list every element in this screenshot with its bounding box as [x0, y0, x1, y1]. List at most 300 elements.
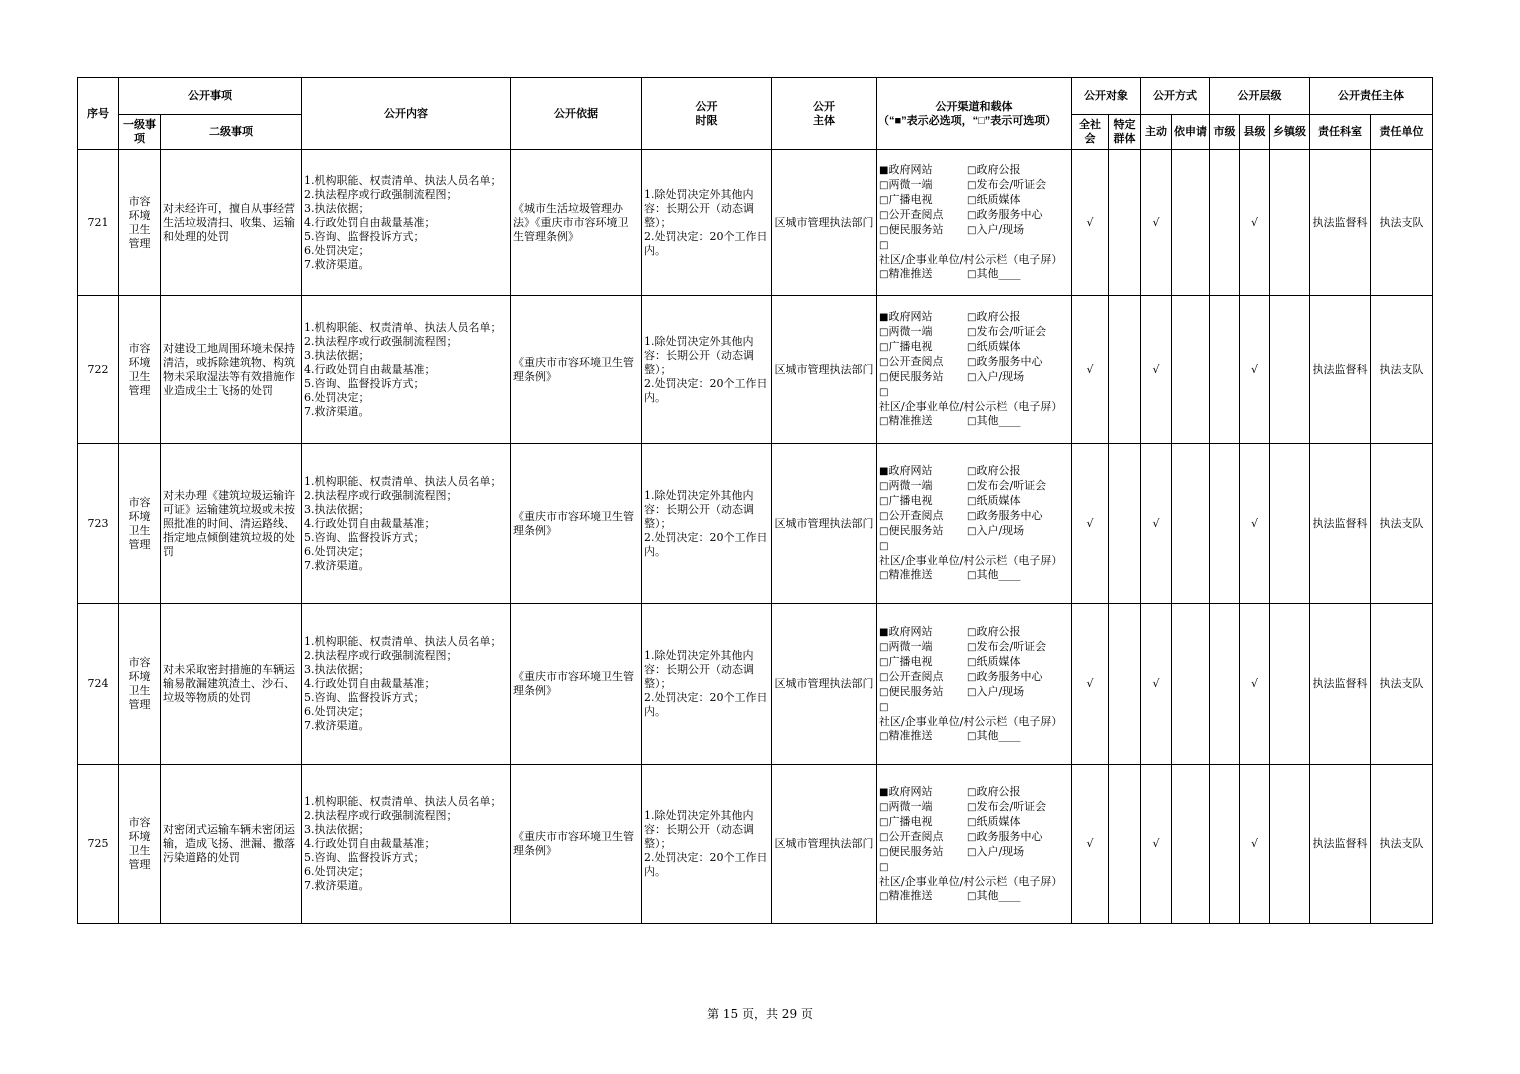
- checkbox-icon: □: [967, 180, 977, 191]
- responsible-dept: 执法监督科: [1312, 516, 1368, 530]
- channel-label: 两微一端: [888, 639, 933, 653]
- channel-option: [879, 539, 1069, 568]
- serial-no-cell: [78, 765, 119, 924]
- header-channels-title: 公开渠道和载体: [935, 100, 1013, 113]
- channel-label: 政府公报: [976, 163, 1021, 176]
- time-limit-cell: [642, 296, 772, 444]
- level-town-cell: [1270, 296, 1310, 444]
- channel-label: 公开查阅点: [888, 208, 944, 221]
- header-level-town-label: 乡镇级: [1273, 126, 1307, 138]
- header-responsible-dept-label: 责任科室: [1318, 126, 1363, 138]
- content-item: 5.咨询、监督投诉方式；: [304, 851, 425, 864]
- level-city-cell: [1210, 444, 1240, 604]
- checkbox-icon: □: [967, 210, 977, 221]
- time-limit-item: 2.处罚决定：20个工作日内。: [644, 691, 768, 718]
- channel-label: 其他____: [976, 568, 1021, 581]
- header-content-label: 公开内容: [384, 107, 428, 120]
- content-item: 2.执法程序或行政强制流程图；: [304, 334, 458, 348]
- channel-option: [967, 370, 1069, 385]
- serial-no-cell: [78, 444, 119, 604]
- item-cell: [161, 765, 302, 924]
- checkbox-icon: □: [879, 387, 889, 398]
- channel-label: 便民服务站: [888, 684, 944, 698]
- audience-all-cell: [1072, 296, 1109, 444]
- disclosure-table: [77, 77, 1433, 924]
- channel-option: [967, 414, 1069, 429]
- checkbox-icon: □: [879, 240, 889, 251]
- responsible-dept-cell: [1310, 296, 1371, 444]
- channel-list: [879, 785, 1069, 904]
- channel-option: [879, 325, 967, 340]
- content-cell: [302, 604, 511, 765]
- channel-label: 公开查阅点: [888, 829, 944, 843]
- channel-option: [879, 700, 1069, 729]
- channel-option: [879, 223, 967, 238]
- content-cell: [302, 296, 511, 444]
- basis-cell: [511, 604, 642, 765]
- channel-label: 便民服务站: [888, 223, 944, 236]
- item-label: 对未经许可，擅自从事经营生活垃圾清扫、收集、运输和处理的处罚: [163, 201, 295, 243]
- channel-option: [967, 325, 1069, 340]
- checkbox-icon: □: [967, 801, 977, 813]
- header-time-limit: [642, 78, 772, 150]
- channel-option: [967, 655, 1069, 670]
- channel-label: 两微一端: [888, 325, 933, 338]
- channel-option: [879, 625, 967, 640]
- channel-option: [967, 208, 1069, 223]
- channel-label: 政府网站: [888, 464, 933, 477]
- channel-label: 政务服务中心: [976, 208, 1043, 221]
- audience-all-mark: √: [1086, 677, 1094, 690]
- checkbox-icon: □: [879, 511, 889, 522]
- channel-option: [967, 178, 1069, 193]
- level-county-cell: [1240, 150, 1270, 296]
- channel-label: 政务服务中心: [976, 669, 1043, 683]
- responsible-dept-cell: [1310, 604, 1371, 765]
- header-method-active: [1141, 115, 1172, 150]
- category-cell: [119, 604, 161, 765]
- channel-option: [967, 267, 1069, 282]
- subject-cell: [772, 765, 877, 924]
- header-audience-specific: [1109, 115, 1141, 150]
- channel-label: 发布会/听证会: [976, 178, 1047, 191]
- channel-label: 便民服务站: [888, 370, 944, 383]
- channel-option: [879, 800, 967, 815]
- checkbox-icon: □: [879, 861, 889, 873]
- time-limit-item: 1.除处罚决定外其他内容：长期公开（动态调整）；: [644, 649, 754, 690]
- channel-label: 精准推送: [888, 267, 933, 280]
- time-limit-item: 2.处罚决定：20个工作日内。: [644, 851, 768, 878]
- checkbox-icon: □: [879, 210, 889, 221]
- header-level-town: [1270, 115, 1310, 150]
- content-item: 6.处罚决定；: [304, 390, 370, 404]
- channel-label: 社区/企事业单位/村公示栏（电子屏）: [879, 714, 1063, 728]
- category-cell: [119, 296, 161, 444]
- item-label: 对密闭式运输车辆未密闭运输，造成飞扬、泄漏、撒落污染道路的处罚: [163, 823, 295, 864]
- header-level-county: [1240, 115, 1270, 150]
- content-item: 4.行政处罚自由裁量基准；: [304, 362, 436, 376]
- checkbox-icon: □: [879, 686, 889, 698]
- audience-all-mark: √: [1086, 215, 1094, 229]
- checkbox-icon: □: [879, 846, 889, 858]
- category-cell: [119, 444, 161, 604]
- checkbox-icon: □: [967, 686, 977, 698]
- category-label: 市容环境卫生管理: [128, 495, 151, 551]
- channel-option: [879, 670, 967, 685]
- channel-label: 政务服务中心: [976, 829, 1043, 843]
- channel-option: [967, 625, 1069, 640]
- channel-label: 发布会/听证会: [976, 639, 1047, 653]
- channel-option: [967, 355, 1069, 370]
- header-responsible-dept: [1310, 115, 1371, 150]
- checkbox-icon: □: [967, 511, 977, 522]
- channel-label: 纸质媒体: [976, 340, 1021, 353]
- level-city-cell: [1210, 765, 1240, 924]
- content-item: 1.机构职能、权责清单、执法人员名单；: [304, 635, 502, 648]
- checkbox-icon: □: [879, 269, 889, 280]
- checkbox-icon: □: [967, 626, 977, 638]
- channel-list: [879, 625, 1069, 744]
- category-cell: [119, 765, 161, 924]
- basis-cell: [511, 296, 642, 444]
- channel-label: 其他____: [976, 267, 1021, 280]
- content-item: 2.执法程序或行政强制流程图；: [304, 187, 458, 201]
- audience-all-cell: [1072, 765, 1109, 924]
- channel-label: 广播电视: [888, 814, 933, 828]
- audience-specific-cell: [1109, 765, 1141, 924]
- method-active-cell: [1141, 444, 1172, 604]
- checkbox-icon: □: [879, 570, 889, 581]
- channel-option: [879, 267, 967, 282]
- channel-option: [879, 340, 967, 355]
- level-city-cell: [1210, 604, 1240, 765]
- responsible-unit-cell: [1371, 444, 1433, 604]
- serial-no: 724: [87, 677, 109, 690]
- checkbox-icon: ■: [879, 165, 889, 176]
- header-level-county-label: 县级: [1243, 126, 1266, 138]
- header-row-top: [78, 78, 1433, 115]
- checkbox-icon: □: [967, 496, 977, 507]
- channel-option: [879, 310, 967, 325]
- content-item: 6.处罚决定；: [304, 544, 370, 558]
- basis-label: 《重庆市市容环境卫生管理条例》: [513, 509, 634, 537]
- level-county-cell: [1240, 444, 1270, 604]
- channel-option: [879, 509, 967, 524]
- header-method: [1141, 78, 1210, 115]
- responsible-unit: 执法支队: [1379, 677, 1424, 690]
- checkbox-icon: □: [967, 831, 977, 843]
- channel-list: [879, 310, 1069, 429]
- channel-option: [879, 845, 967, 860]
- header-audience-label: 公开对象: [1084, 90, 1128, 102]
- channel-label: 纸质媒体: [976, 654, 1021, 668]
- channel-option: [967, 640, 1069, 655]
- table-row: [78, 150, 1433, 296]
- header-serial-no: [78, 78, 119, 150]
- channel-option: [967, 310, 1069, 325]
- level-county-cell: [1240, 296, 1270, 444]
- channel-option: [879, 238, 1069, 267]
- basis-label: 《重庆市市容环境卫生管理条例》: [513, 355, 634, 383]
- checkbox-icon: □: [879, 526, 889, 537]
- channel-label: 政府公报: [976, 310, 1021, 323]
- checkbox-icon: □: [967, 225, 977, 236]
- subject-label: 区城市管理执法部门: [774, 837, 874, 850]
- channel-option: [967, 524, 1069, 539]
- header-method-active-label: 主动: [1145, 126, 1167, 138]
- header-level-city: [1210, 115, 1240, 150]
- audience-all-mark: √: [1086, 516, 1094, 530]
- audience-specific-cell: [1109, 150, 1141, 296]
- content-item: 3.执法依据；: [304, 663, 370, 676]
- channel-option: [967, 889, 1069, 904]
- channel-label: 政府网站: [888, 784, 933, 798]
- time-limit-cell: [642, 765, 772, 924]
- audience-all-mark: √: [1086, 362, 1094, 376]
- subject-cell: [772, 604, 877, 765]
- method-active-cell: [1141, 296, 1172, 444]
- subject-cell: [772, 296, 877, 444]
- responsible-dept-cell: [1310, 444, 1371, 604]
- checkbox-icon: □: [879, 357, 889, 368]
- checkbox-icon: □: [879, 890, 889, 902]
- channel-label: 纸质媒体: [976, 494, 1021, 507]
- checkbox-icon: □: [967, 890, 977, 902]
- header-responsible: [1310, 78, 1433, 115]
- channel-label: 精准推送: [888, 728, 933, 742]
- channel-option: [967, 223, 1069, 238]
- checkbox-icon: □: [967, 372, 977, 383]
- checkbox-icon: □: [967, 466, 977, 477]
- time-limit-cell: [642, 444, 772, 604]
- channel-option: [879, 815, 967, 830]
- channel-option: [967, 509, 1069, 524]
- content-item: 3.执法依据；: [304, 348, 370, 362]
- serial-no-cell: [78, 604, 119, 765]
- content-item: 1.机构职能、权责清单、执法人员名单；: [304, 474, 502, 488]
- channels-cell: [877, 296, 1072, 444]
- channel-option: [879, 193, 967, 208]
- time-limit-item: 1.除处罚决定外其他内容：长期公开（动态调整）；: [644, 187, 754, 229]
- channel-label: 社区/企事业单位/村公示栏（电子屏）: [879, 554, 1063, 567]
- channel-option: [879, 370, 967, 385]
- channel-option: [967, 163, 1069, 178]
- header-audience-all-label: 全社会: [1078, 119, 1101, 145]
- header-level-label: 公开层级: [1237, 90, 1282, 102]
- channel-option: [879, 568, 967, 583]
- item-cell: [161, 150, 302, 296]
- channel-label: 其他____: [976, 728, 1021, 742]
- content-item: 7.救济渠道。: [304, 404, 370, 418]
- page-footer: 第 15 页，共 29 页: [707, 1007, 813, 1021]
- channel-label: 入户/现场: [976, 684, 1025, 698]
- channel-label: 入户/现场: [976, 370, 1025, 383]
- header-audience: [1072, 78, 1141, 115]
- channel-option: [879, 208, 967, 223]
- channel-label: 发布会/听证会: [976, 479, 1047, 492]
- channel-label: 政府公报: [976, 784, 1021, 798]
- checkbox-icon: □: [967, 312, 977, 323]
- channel-option: [879, 479, 967, 494]
- category-label: 市容环境卫生管理: [128, 816, 151, 871]
- channel-option: [967, 340, 1069, 355]
- checkbox-icon: ■: [879, 312, 889, 323]
- channel-option: [967, 830, 1069, 845]
- checkbox-icon: □: [879, 342, 889, 353]
- checkbox-icon: □: [879, 656, 889, 668]
- responsible-unit-cell: [1371, 765, 1433, 924]
- channel-option: [879, 830, 967, 845]
- level-town-cell: [1270, 150, 1310, 296]
- checkbox-icon: □: [967, 730, 977, 742]
- audience-all-cell: [1072, 444, 1109, 604]
- header-matter: [119, 78, 302, 115]
- channel-label: 广播电视: [888, 654, 933, 668]
- header-responsible-unit: [1371, 115, 1433, 150]
- channels-cell: [877, 150, 1072, 296]
- channel-option: [879, 524, 967, 539]
- channel-option: [967, 464, 1069, 479]
- serial-no-cell: [78, 150, 119, 296]
- content-item: 3.执法依据；: [304, 502, 370, 516]
- checkbox-icon: □: [967, 416, 977, 427]
- content-item: 7.救济渠道。: [304, 558, 370, 572]
- method-active-cell: [1141, 150, 1172, 296]
- level-county-mark: √: [1250, 837, 1258, 850]
- header-subject-label: 公开主体: [812, 100, 835, 127]
- channel-label: 广播电视: [888, 193, 933, 206]
- responsible-dept: 执法监督科: [1312, 215, 1368, 229]
- method-active-mark: √: [1152, 362, 1160, 376]
- channel-label: 社区/企事业单位/村公示栏（电子屏）: [879, 874, 1063, 888]
- header-responsible-unit-label: 责任单位: [1379, 126, 1424, 138]
- method-request-cell: [1172, 444, 1210, 604]
- channel-label: 入户/现场: [976, 524, 1025, 537]
- content-item: 5.咨询、监督投诉方式；: [304, 530, 425, 544]
- channel-list: [879, 464, 1069, 583]
- category-cell: [119, 150, 161, 296]
- time-limit-item: 1.除处罚决定外其他内容：长期公开（动态调整）；: [644, 334, 754, 376]
- method-request-cell: [1172, 296, 1210, 444]
- header-channels: [877, 78, 1072, 150]
- item-cell: [161, 444, 302, 604]
- channel-option: [967, 670, 1069, 685]
- header-level-city-label: 市级: [1213, 126, 1236, 138]
- serial-no: 725: [87, 837, 109, 850]
- channel-label: 广播电视: [888, 340, 933, 353]
- checkbox-icon: □: [967, 526, 977, 537]
- responsible-unit: 执法支队: [1379, 362, 1424, 376]
- checkbox-icon: □: [879, 641, 889, 653]
- checkbox-icon: □: [879, 372, 889, 383]
- method-request-cell: [1172, 765, 1210, 924]
- checkbox-icon: □: [879, 481, 889, 492]
- checkbox-icon: □: [967, 357, 977, 368]
- channel-label: 两微一端: [888, 479, 933, 492]
- level-county-mark: √: [1250, 677, 1258, 690]
- content-item: 4.行政处罚自由裁量基准；: [304, 215, 436, 229]
- level-city-cell: [1210, 296, 1240, 444]
- header-audience-specific-label: 特定群体: [1113, 119, 1136, 145]
- category-label: 市容环境卫生管理: [128, 341, 151, 397]
- level-town-cell: [1270, 765, 1310, 924]
- checkbox-icon: □: [879, 195, 889, 206]
- responsible-dept: 执法监督科: [1312, 837, 1368, 850]
- content-item: 1.机构职能、权责清单、执法人员名单；: [304, 795, 502, 808]
- content-item: 4.行政处罚自由裁量基准；: [304, 516, 436, 530]
- channel-label: 发布会/听证会: [976, 799, 1047, 813]
- level-town-cell: [1270, 444, 1310, 604]
- checkbox-icon: □: [967, 481, 977, 492]
- basis-label: 《重庆市市容环境卫生管理条例》: [513, 830, 634, 857]
- audience-specific-cell: [1109, 444, 1141, 604]
- time-limit-item: 1.除处罚决定外其他内容：长期公开（动态调整）；: [644, 488, 754, 530]
- subject-cell: [772, 150, 877, 296]
- content-item: 5.咨询、监督投诉方式；: [304, 691, 425, 704]
- header-level: [1210, 78, 1310, 115]
- channel-label: 两微一端: [888, 799, 933, 813]
- content-item: 7.救济渠道。: [304, 879, 370, 892]
- channel-option: [967, 845, 1069, 860]
- channel-option: [967, 729, 1069, 744]
- subject-label: 区城市管理执法部门: [774, 215, 874, 229]
- header-subject: [772, 78, 877, 150]
- basis-label: 《重庆市市容环境卫生管理条例》: [513, 670, 634, 697]
- method-active-mark: √: [1152, 837, 1160, 850]
- audience-all-cell: [1072, 604, 1109, 765]
- content-item: 6.处罚决定；: [304, 705, 370, 718]
- level-county-mark: √: [1250, 516, 1258, 530]
- header-basis: [511, 78, 642, 150]
- content-item: 7.救济渠道。: [304, 719, 370, 732]
- header-matter-l2-label: 二级事项: [209, 126, 253, 138]
- channel-label: 公开查阅点: [888, 509, 944, 522]
- responsible-dept: 执法监督科: [1312, 362, 1368, 376]
- channel-label: 政务服务中心: [976, 355, 1043, 368]
- level-county-cell: [1240, 765, 1270, 924]
- header-responsible-label: 公开责任主体: [1338, 90, 1405, 102]
- channel-option: [879, 889, 967, 904]
- level-county-mark: √: [1250, 362, 1258, 376]
- basis-cell: [511, 150, 642, 296]
- channels-cell: [877, 765, 1072, 924]
- item-label: 对建设工地周围环境未保持清洁，或拆除建筑物、构筑物未采取湿法等有效措施作业造成尘土飞扬的处罚: [163, 341, 295, 397]
- table-header: [78, 78, 1433, 150]
- channel-option: [967, 800, 1069, 815]
- audience-specific-cell: [1109, 604, 1141, 765]
- checkbox-icon: □: [967, 327, 977, 338]
- serial-no: 723: [87, 516, 109, 530]
- channel-label: 社区/企事业单位/村公示栏（电子屏）: [879, 400, 1063, 413]
- item-cell: [161, 604, 302, 765]
- content-cell: [302, 150, 511, 296]
- channel-option: [967, 193, 1069, 208]
- time-limit-item: 2.处罚决定：20个工作日内。: [644, 229, 768, 257]
- channel-label: 政务服务中心: [976, 509, 1043, 522]
- checkbox-icon: □: [967, 269, 977, 280]
- header-audience-all: [1072, 115, 1109, 150]
- content-item: 4.行政处罚自由裁量基准；: [304, 677, 436, 690]
- channel-option: [967, 815, 1069, 830]
- responsible-unit: 执法支队: [1379, 215, 1424, 229]
- table-row: [78, 296, 1433, 444]
- channel-list: [879, 163, 1069, 282]
- header-basis-label: 公开依据: [554, 107, 598, 120]
- channel-label: 政府网站: [888, 624, 933, 638]
- channel-label: 政府公报: [976, 624, 1021, 638]
- category-label: 市容环境卫生管理: [128, 194, 151, 250]
- content-item: 1.机构职能、权责清单、执法人员名单；: [304, 320, 502, 334]
